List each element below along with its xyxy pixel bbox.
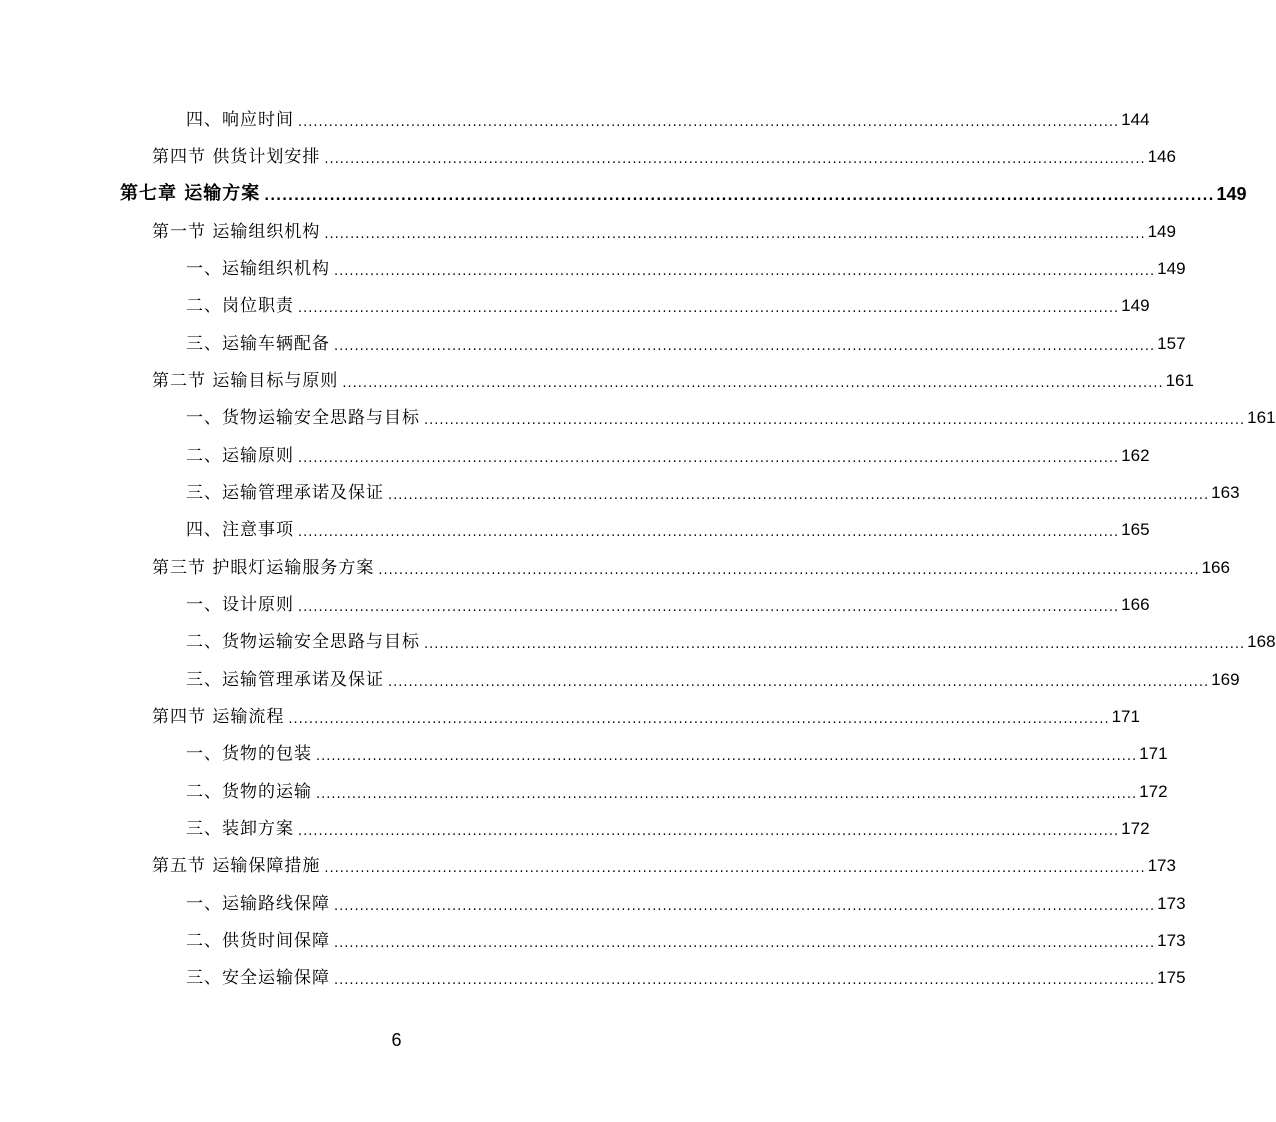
toc-entry[interactable] (186, 331, 1186, 357)
toc-entry-page: 163 (1211, 483, 1240, 502)
toc-entry[interactable] (186, 405, 1276, 431)
toc-entry-page: 169 (1211, 670, 1240, 689)
toc-entry[interactable] (186, 928, 1186, 954)
toc-entry-title: 二、供货时间保障 (186, 931, 330, 951)
toc-leader-dots: ................................................................................................................................................................ (388, 488, 1210, 503)
toc-entry-page: 172 (1139, 782, 1168, 801)
toc-entry-title: 三、运输管理承诺及保证 (186, 670, 384, 690)
toc-entry-page: 172 (1121, 819, 1150, 838)
toc-entry-page: 173 (1147, 856, 1176, 875)
toc-entry-page: 149 (1147, 222, 1176, 241)
toc-entry-page: 173 (1157, 894, 1186, 913)
toc-entry-title: 一、运输路线保障 (186, 894, 330, 914)
toc-entry[interactable] (186, 965, 1186, 991)
toc-entry-page: 166 (1121, 595, 1150, 614)
toc-entry-title: 三、运输管理承诺及保证 (186, 483, 384, 503)
toc-leader-dots: ................................................................................................................................................................ (388, 675, 1210, 690)
toc-entry-title: 三、运输车辆配备 (186, 334, 330, 354)
toc-leader-dots: ................................................................................................................................................................ (264, 189, 1215, 204)
toc-leader-dots: ................................................................................................................................................................ (324, 152, 1146, 167)
toc-entry-title: 二、货物的运输 (186, 782, 312, 802)
toc-entry-title: 一、货物运输安全思路与目标 (186, 408, 420, 428)
toc-entry[interactable] (186, 629, 1276, 655)
toc-entry-title: 第五节 运输保障措施 (152, 856, 321, 876)
toc-leader-dots: ................................................................................................................................................................ (424, 637, 1246, 652)
toc-entry[interactable] (186, 293, 1150, 319)
toc-leader-dots: ................................................................................................................................................................ (298, 525, 1120, 540)
toc-entry-title: 二、货物运输安全思路与目标 (186, 632, 420, 652)
toc-entry-title: 第一节 运输组织机构 (152, 222, 321, 242)
toc-entry[interactable] (186, 779, 1168, 805)
toc-leader-dots: ................................................................................................................................................................ (334, 973, 1156, 988)
toc-entry[interactable] (186, 592, 1150, 618)
toc-leader-dots: ................................................................................................................................................................ (298, 301, 1120, 316)
toc-leader-dots: ................................................................................................................................................................ (334, 899, 1156, 914)
toc-leader-dots: ................................................................................................................................................................ (334, 264, 1156, 279)
toc-entry[interactable] (186, 741, 1168, 767)
toc-entry-title: 一、运输组织机构 (186, 259, 330, 279)
toc-entry-page: 149 (1121, 296, 1150, 315)
toc-leader-dots: ................................................................................................................................................................ (316, 787, 1138, 802)
toc-entry-title: 三、安全运输保障 (186, 968, 330, 988)
toc-entry[interactable] (186, 256, 1186, 282)
toc-entry-page: 173 (1157, 931, 1186, 950)
toc-entry[interactable] (152, 368, 1194, 394)
toc-entry[interactable] (152, 704, 1140, 730)
toc-entry[interactable] (186, 517, 1150, 543)
toc-chapter-entry[interactable] (120, 181, 1247, 207)
toc-entry-page: 149 (1157, 259, 1186, 278)
toc-entry[interactable] (152, 144, 1176, 170)
toc-entry-page: 149 (1216, 184, 1247, 204)
toc-entry-title: 二、岗位职责 (186, 296, 294, 316)
toc-leader-dots: ................................................................................................................................................................ (288, 712, 1110, 727)
toc-entry-page: 161 (1247, 408, 1276, 427)
toc-entry-page: 168 (1247, 632, 1276, 651)
toc-leader-dots: ................................................................................................................................................................ (378, 563, 1200, 578)
toc-entry[interactable] (186, 480, 1240, 506)
toc-entry-page: 161 (1165, 371, 1194, 390)
toc-entry[interactable] (186, 107, 1150, 133)
toc-entry-title: 四、响应时间 (186, 110, 294, 130)
toc-entry[interactable] (186, 667, 1240, 693)
page-number: 6 (391, 1030, 402, 1050)
toc-entry-title: 四、注意事项 (186, 520, 294, 540)
toc-leader-dots: ................................................................................................................................................................ (298, 600, 1120, 615)
toc-leader-dots: ................................................................................................................................................................ (424, 413, 1246, 428)
toc-entry-title: 一、设计原则 (186, 595, 294, 615)
toc-entry[interactable] (152, 219, 1176, 245)
toc-entry-page: 171 (1139, 744, 1168, 763)
toc-leader-dots: ................................................................................................................................................................ (324, 861, 1146, 876)
toc-entry-title: 第四节 运输流程 (152, 707, 285, 727)
toc-entry-page: 165 (1121, 520, 1150, 539)
toc-leader-dots: ................................................................................................................................................................ (334, 339, 1156, 354)
toc-entry-title: 一、货物的包装 (186, 744, 312, 764)
toc-entry-page: 146 (1147, 147, 1176, 166)
toc-leader-dots: ................................................................................................................................................................ (334, 936, 1156, 951)
toc-entry-title: 第七章 运输方案 (120, 183, 261, 204)
toc-leader-dots: ................................................................................................................................................................ (324, 227, 1146, 242)
toc-entry-title: 三、装卸方案 (186, 819, 294, 839)
toc-entry[interactable] (152, 853, 1176, 879)
toc-entry[interactable] (152, 555, 1230, 581)
toc-entry[interactable] (186, 891, 1186, 917)
toc-entry-page: 171 (1111, 707, 1140, 726)
toc-entry-title: 二、运输原则 (186, 446, 294, 466)
toc-entry[interactable] (186, 443, 1150, 469)
toc-leader-dots: ................................................................................................................................................................ (298, 115, 1120, 130)
toc-leader-dots: ................................................................................................................................................................ (298, 451, 1120, 466)
toc-entry-title: 第三节 护眼灯运输服务方案 (152, 558, 375, 578)
toc-entry-page: 175 (1157, 968, 1186, 987)
toc-entry-page: 162 (1121, 446, 1150, 465)
toc-entry-title: 第二节 运输目标与原则 (152, 371, 339, 391)
toc-leader-dots: ................................................................................................................................................................ (342, 376, 1164, 391)
toc-entry-page: 157 (1157, 334, 1186, 353)
toc-entry-title: 第四节 供货计划安排 (152, 147, 321, 167)
toc-entry-page: 166 (1201, 558, 1230, 577)
toc-entry[interactable] (186, 816, 1150, 842)
toc-entry-page: 144 (1121, 110, 1150, 129)
toc-leader-dots: ................................................................................................................................................................ (316, 749, 1138, 764)
toc-leader-dots: ................................................................................................................................................................ (298, 824, 1120, 839)
